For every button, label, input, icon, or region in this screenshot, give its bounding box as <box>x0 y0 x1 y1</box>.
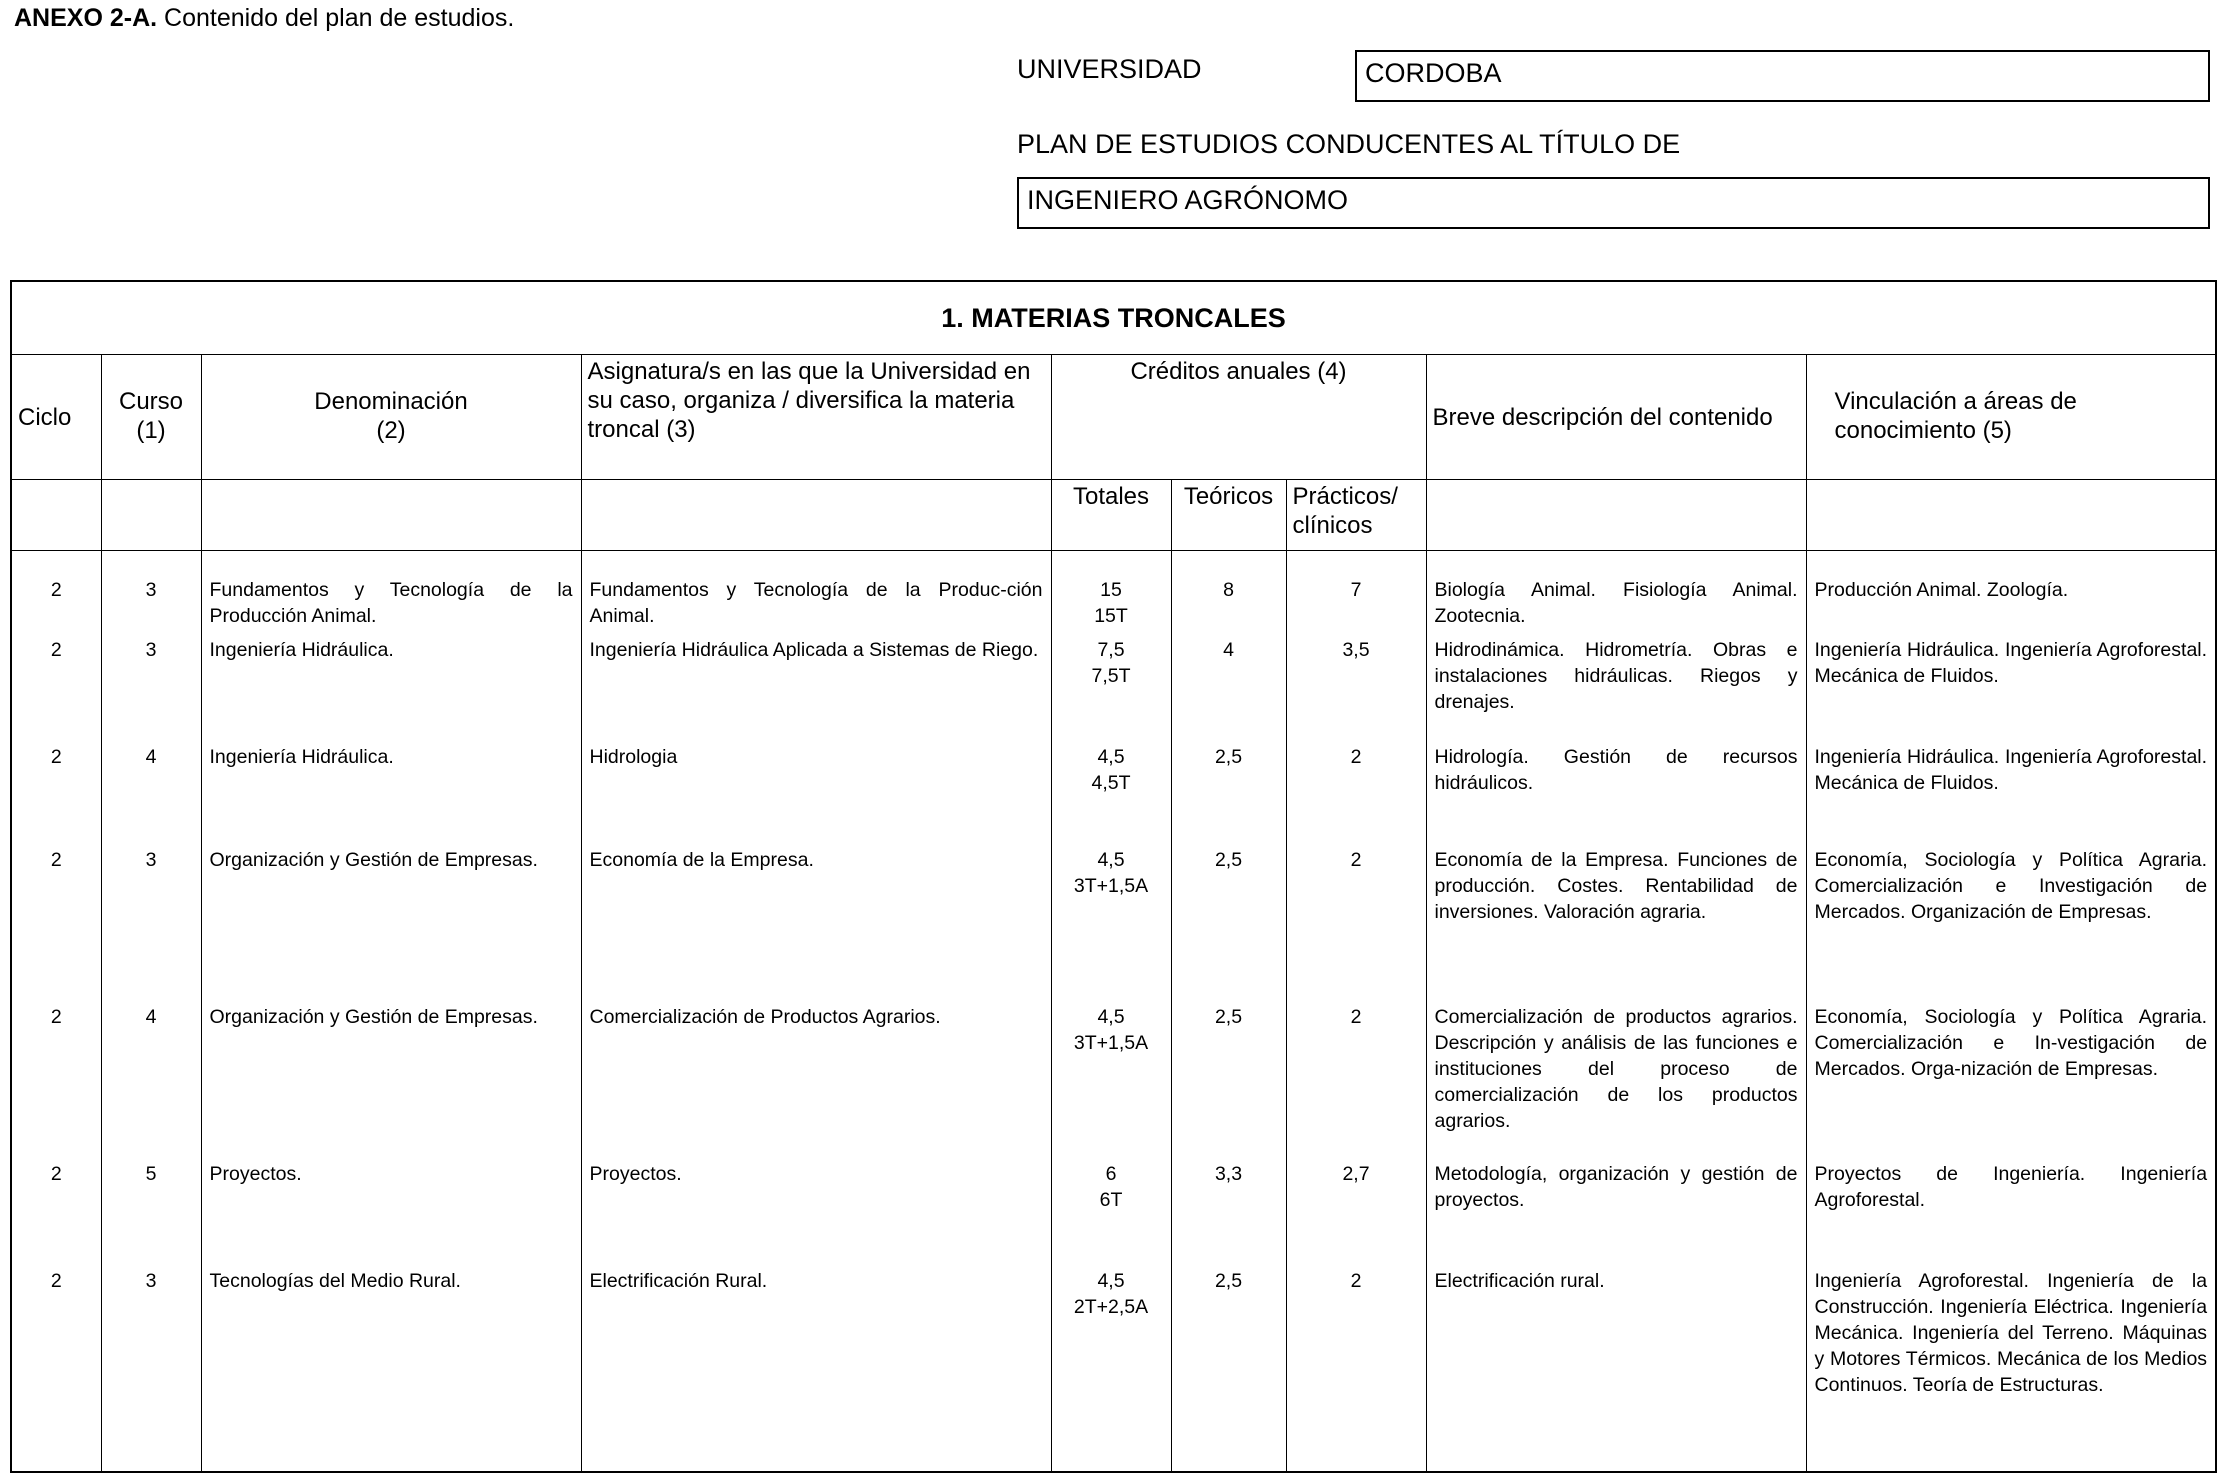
header-totales: Totales <box>1051 480 1171 551</box>
totales-value: 15 <box>1100 579 1122 601</box>
asignatura-cell: Electrificación Rural. <box>581 1262 1051 1472</box>
totales-detail: 3T+1,5A <box>1073 1031 1149 1054</box>
table-row <box>11 631 2216 738</box>
asignatura-cell: Proyectos. <box>581 1155 1051 1262</box>
annex-heading <box>14 4 514 33</box>
curso-cell: 5 <box>101 1155 201 1262</box>
header-curso <box>101 355 201 480</box>
ciclo-cell: 2 <box>11 998 101 1155</box>
teoricos-cell: 2,5 <box>1171 738 1286 841</box>
teoricos-cell: 2,5 <box>1171 1262 1286 1472</box>
totales-cell <box>1051 631 1171 738</box>
header-vinculacion: Vinculación a áreas de conocimiento (5) <box>1806 355 2216 480</box>
asignatura-cell: Economía de la Empresa. <box>581 841 1051 998</box>
denominacion-cell: Ingeniería Hidráulica. <box>201 738 581 841</box>
table-row <box>11 1262 2216 1472</box>
table-row <box>11 738 2216 841</box>
header-curso-label: Curso <box>118 388 184 415</box>
totales-detail: 7,5T <box>1091 664 1131 687</box>
subheader-blank <box>201 480 581 551</box>
descripcion-cell: Economía de la Empresa. Funciones de producción. Costes. Rentabilidad de inversiones. Valoración agraria. <box>1426 841 1806 998</box>
curso-cell: 3 <box>101 631 201 738</box>
asignatura-cell: Hidrologia <box>581 738 1051 841</box>
teoricos-cell: 8 <box>1171 551 1286 631</box>
subheader-row <box>11 480 2216 551</box>
totales-value: 4,5 <box>1097 848 1125 871</box>
curso-cell: 4 <box>101 738 201 841</box>
plan-label: PLAN DE ESTUDIOS CONDUCENTES AL TÍTULO DE <box>1017 129 1681 159</box>
curso-cell: 3 <box>101 841 201 998</box>
table-row <box>11 551 2216 631</box>
denominacion-cell: Tecnologías del Medio Rural. <box>201 1262 581 1472</box>
universidad-label: UNIVERSIDAD <box>1017 54 1202 84</box>
descripcion-cell: Metodología, organización y gestión de proyectos. <box>1426 1155 1806 1262</box>
asignatura-cell: Ingeniería Hidráulica Aplicada a Sistemas de Riego. <box>581 631 1051 738</box>
header-descripcion: Breve descripción del contenido <box>1426 355 1806 480</box>
denominacion-cell: Organización y Gestión de Empresas. <box>201 998 581 1155</box>
teoricos-cell: 2,5 <box>1171 998 1286 1155</box>
header-teoricos: Teóricos <box>1171 480 1286 551</box>
practicos-cell: 2 <box>1286 998 1426 1155</box>
universidad-field: CORDOBA <box>1355 50 2210 102</box>
table-row <box>11 998 2216 1155</box>
totales-detail: 15T <box>1094 605 1128 627</box>
ciclo-cell: 2 <box>11 1155 101 1262</box>
header-ciclo: Ciclo <box>11 355 101 480</box>
asignatura-cell: Fundamentos y Tecnología de la Produc-ción Animal. <box>581 551 1051 631</box>
totales-cell <box>1051 1155 1171 1262</box>
totales-cell <box>1051 998 1171 1155</box>
table-title: 1. MATERIAS TRONCALES <box>11 281 2216 355</box>
table-body <box>11 551 2216 1472</box>
subheader-blank <box>11 480 101 551</box>
ciclo-cell: 2 <box>11 1262 101 1472</box>
descripcion-cell: Comercialización de productos agrarios. Descripción y análisis de las funciones e instituciones del proceso de comercialización de los productos agrarios. <box>1426 998 1806 1155</box>
totales-detail: 3T+1,5A <box>1073 874 1149 897</box>
totales-value: 6 <box>1105 1162 1117 1185</box>
subheader-blank <box>1806 480 2216 551</box>
vinculacion-cell: Ingeniería Hidráulica. Ingeniería Agroforestal. Mecánica de Fluidos. <box>1806 738 2216 841</box>
denominacion-cell: Proyectos. <box>201 1155 581 1262</box>
header-curso-note: (1) <box>136 417 166 444</box>
ciclo-cell: 2 <box>11 841 101 998</box>
descripcion-cell: Hidrología. Gestión de recursos hidráulicos. <box>1426 738 1806 841</box>
subheader-blank <box>581 480 1051 551</box>
materias-troncales-table <box>10 280 2217 1473</box>
totales-cell <box>1051 738 1171 841</box>
descripcion-cell: Electrificación rural. <box>1426 1262 1806 1472</box>
practicos-cell: 2 <box>1286 738 1426 841</box>
vinculacion-cell: Ingeniería Agroforestal. Ingeniería de la Construcción. Ingeniería Eléctrica. Ingeniería Mecánica. Ingeniería del Terreno. Máquinas y Motores Térmicos. Mecánica de los Medios Continuos. Teoría de Estructuras. <box>1806 1262 2216 1472</box>
ciclo-cell: 2 <box>11 738 101 841</box>
denominacion-cell: Fundamentos y Tecnología de la Producción Animal. <box>201 551 581 631</box>
totales-detail: 6T <box>1099 1188 1123 1211</box>
titulo-field: INGENIERO AGRÓNOMO <box>1017 177 2210 229</box>
totales-cell <box>1051 1262 1171 1472</box>
descripcion-cell: Biología Animal. Fisiología Animal. Zootecnia. <box>1426 551 1806 631</box>
curso-cell: 3 <box>101 1262 201 1472</box>
subheader-blank <box>101 480 201 551</box>
subheader-blank <box>1426 480 1806 551</box>
totales-value: 4,5 <box>1097 1269 1125 1292</box>
curso-cell: 4 <box>101 998 201 1155</box>
header-practicos: Prácticos/ clínicos <box>1286 480 1426 551</box>
teoricos-cell: 4 <box>1171 631 1286 738</box>
vinculacion-cell: Ingeniería Hidráulica. Ingeniería Agroforestal. Mecánica de Fluidos. <box>1806 631 2216 738</box>
totales-cell <box>1051 841 1171 998</box>
annex-title: Contenido del plan de estudios. <box>164 4 515 32</box>
totales-value: 7,5 <box>1097 638 1125 661</box>
header-denominacion-note: (2) <box>376 417 406 444</box>
ciclo-cell: 2 <box>11 631 101 738</box>
totales-cell <box>1051 551 1171 631</box>
header-denominacion <box>201 355 581 480</box>
table-row <box>11 841 2216 998</box>
annex-number: ANEXO 2-A. <box>14 4 158 32</box>
totales-detail: 2T+2,5A <box>1073 1295 1149 1318</box>
denominacion-cell: Organización y Gestión de Empresas. <box>201 841 581 998</box>
practicos-cell: 3,5 <box>1286 631 1426 738</box>
totales-value: 4,5 <box>1097 1005 1125 1028</box>
vinculacion-cell: Economía, Sociología y Política Agraria. Comercialización e Investigación de Mercados. Organización de Empresas. <box>1806 841 2216 998</box>
header-denominacion-label: Denominación <box>314 388 468 415</box>
teoricos-cell: 2,5 <box>1171 841 1286 998</box>
denominacion-cell: Ingeniería Hidráulica. <box>201 631 581 738</box>
totales-detail: 4,5T <box>1091 771 1131 794</box>
practicos-cell: 7 <box>1286 551 1426 631</box>
teoricos-cell: 3,3 <box>1171 1155 1286 1262</box>
header-asignatura: Asignatura/s en las que la Universidad en su caso, organiza / diversifica la materia troncal (3) <box>581 355 1051 480</box>
practicos-cell: 2 <box>1286 1262 1426 1472</box>
vinculacion-cell: Proyectos de Ingeniería. Ingeniería Agroforestal. <box>1806 1155 2216 1262</box>
header-row <box>11 355 2216 480</box>
header-creditos: Créditos anuales (4) <box>1051 355 1426 480</box>
descripcion-cell: Hidrodinámica. Hidrometría. Obras e instalaciones hidráulicas. Riegos y drenajes. <box>1426 631 1806 738</box>
table-row <box>11 1155 2216 1262</box>
asignatura-cell: Comercialización de Productos Agrarios. <box>581 998 1051 1155</box>
ciclo-cell: 2 <box>11 551 101 631</box>
curso-cell: 3 <box>101 551 201 631</box>
practicos-cell: 2,7 <box>1286 1155 1426 1262</box>
totales-value: 4,5 <box>1097 745 1125 768</box>
practicos-cell: 2 <box>1286 841 1426 998</box>
vinculacion-cell: Producción Animal. Zoología. <box>1806 551 2216 631</box>
vinculacion-cell: Economía, Sociología y Política Agraria. Comercialización e In-vestigación de Mercados. Orga-nización de Empresas. <box>1806 998 2216 1155</box>
